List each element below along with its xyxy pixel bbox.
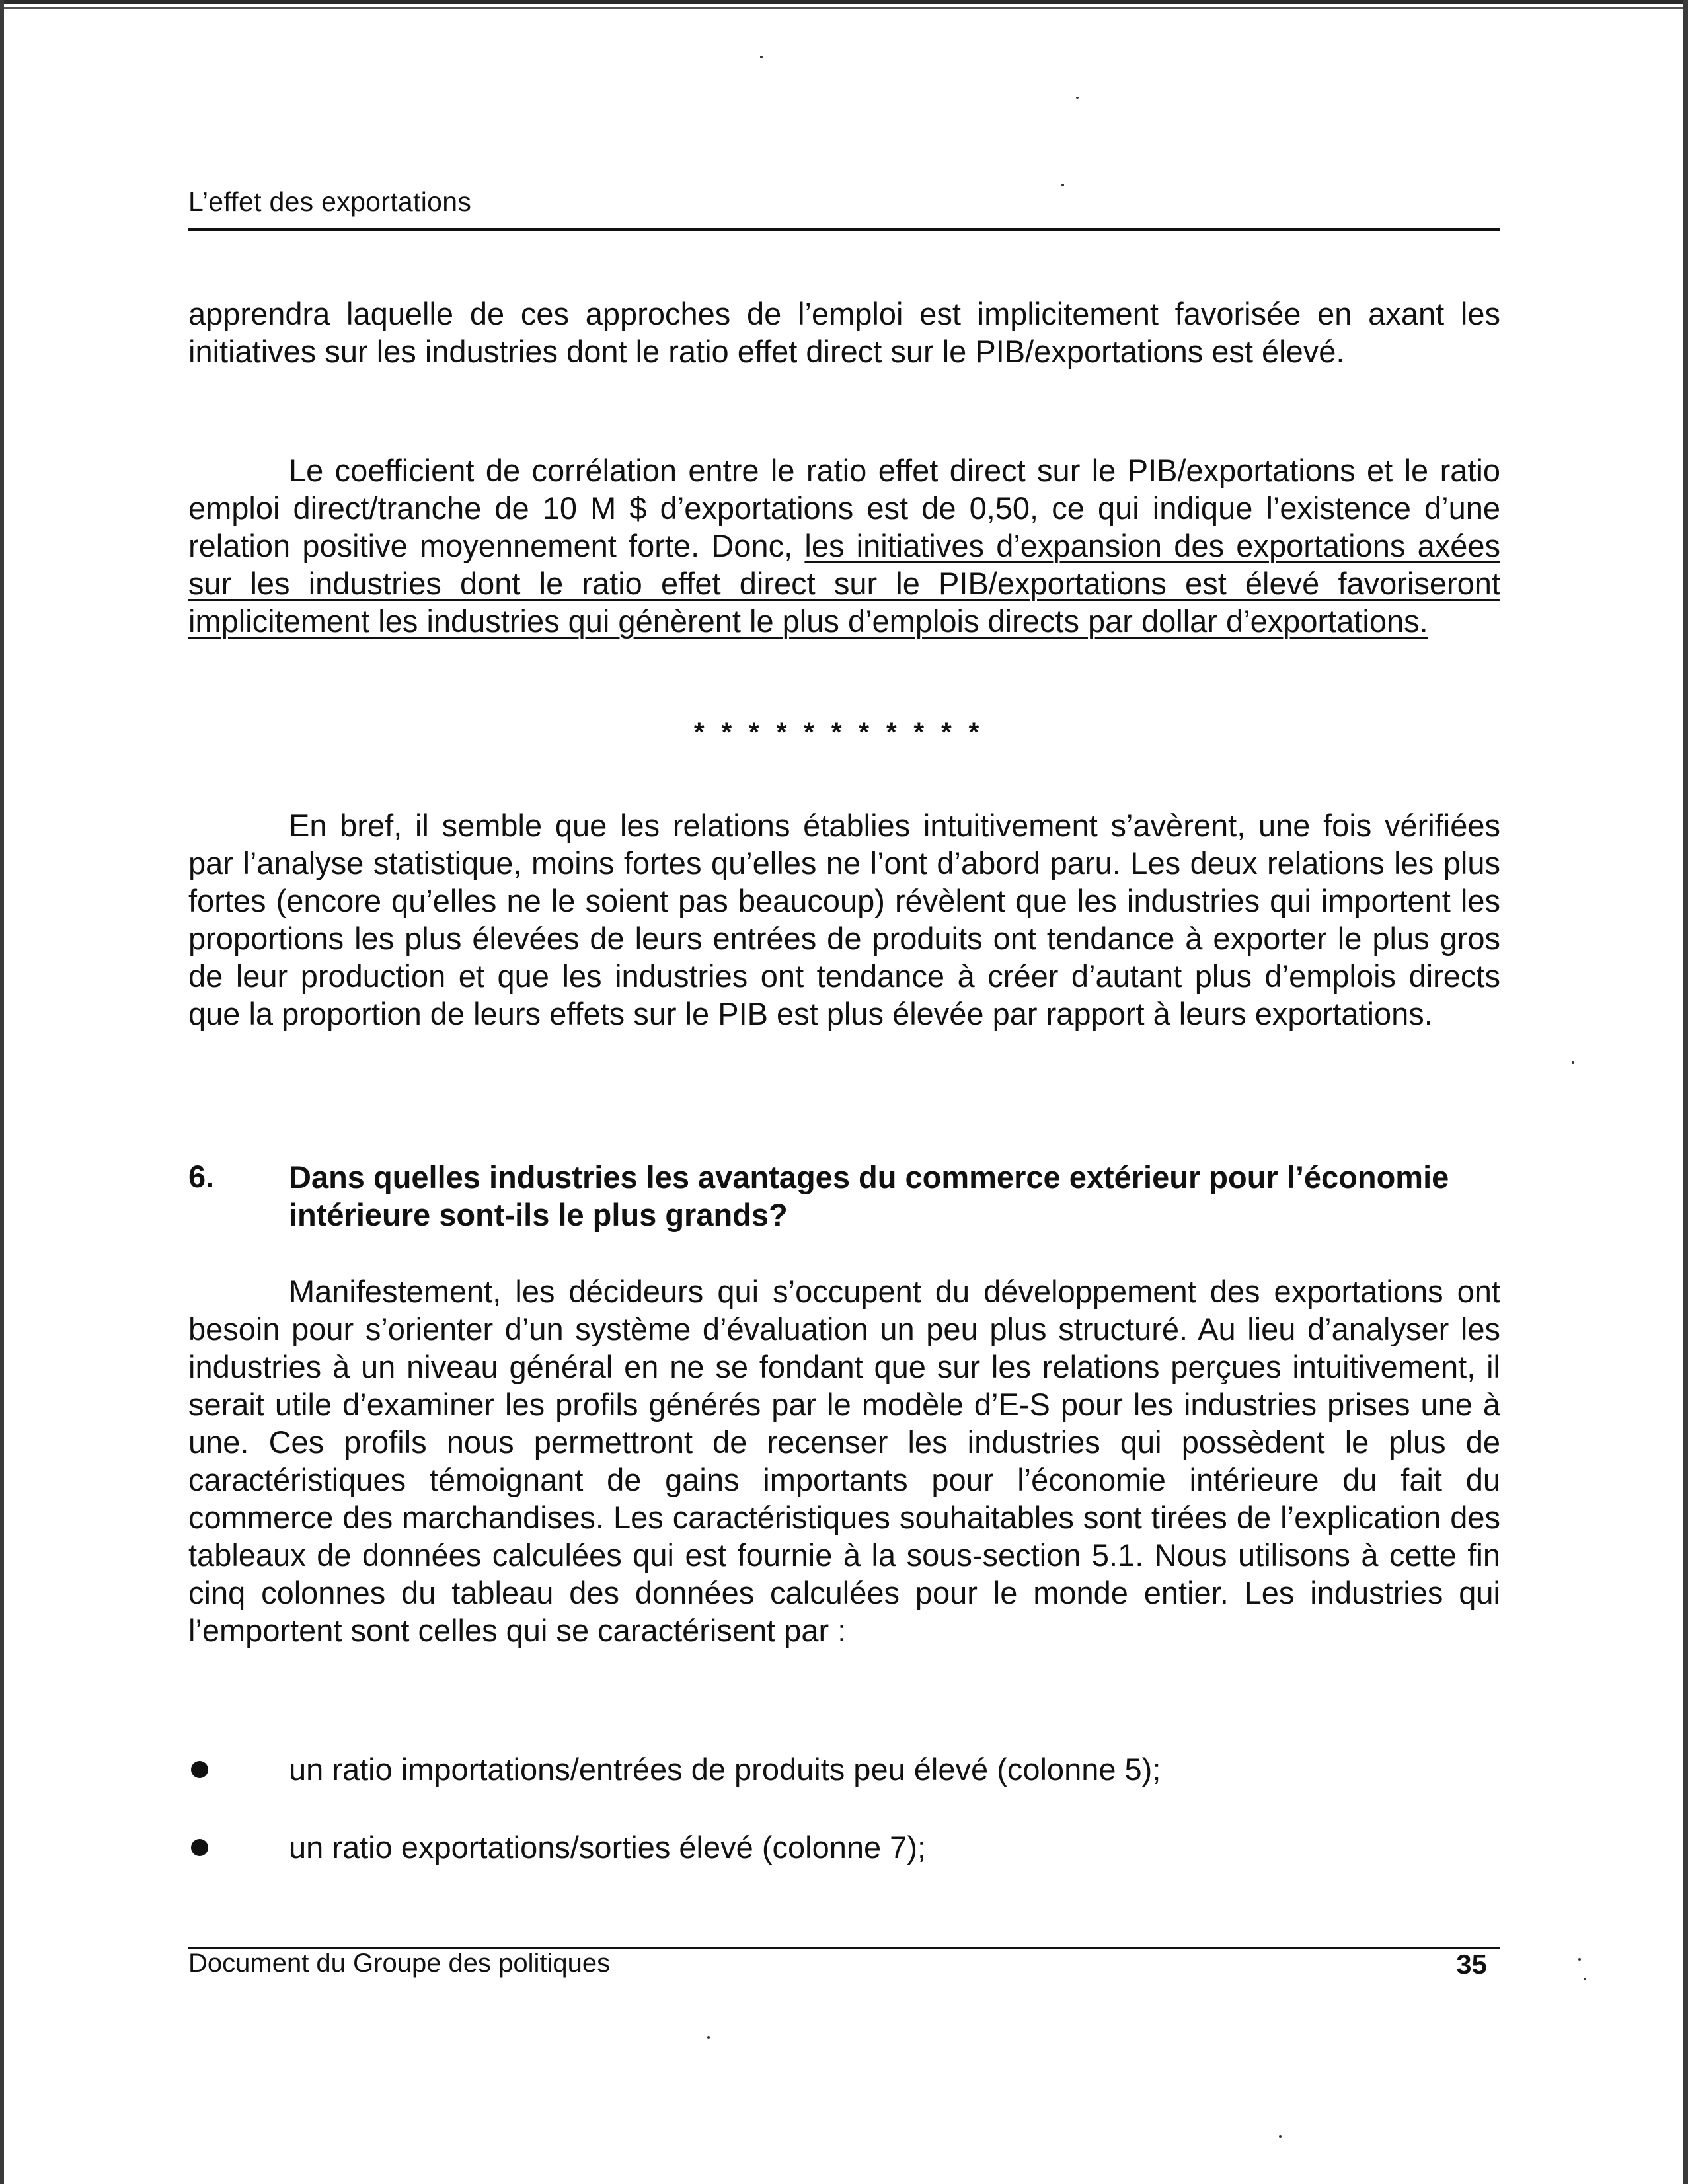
scan-edge-left — [0, 0, 4, 2184]
scan-speck — [1578, 1958, 1581, 1961]
scan-edge-top — [0, 0, 1688, 11]
underlined-conclusion: les initiatives d’expansion des exportations axées sur les industries dont le ratio effet direct sur le PIB/exportations est élevé favoriseront implicitement les industries qui génèrent le plus d’emplois directs par dollar d’exportations. — [188, 528, 1500, 639]
bullet-text: un ratio exportations/sorties élevé (colonne 7); — [289, 1830, 927, 1865]
paragraph-correlation — [188, 451, 1500, 640]
scan-speck — [1572, 1061, 1574, 1064]
footer-publication: Document du Groupe des politiques — [188, 1949, 611, 1978]
scan-speck — [1279, 2135, 1282, 2138]
running-header: L’effet des exportations — [188, 186, 472, 217]
scan-speck — [1061, 184, 1064, 186]
paragraph-evaluation: Manifestement, les décideurs qui s’occupent du développement des exportations ont besoin pour s’orienter d’un système d’évaluation un peu plus structuré. Au lieu d’analyser les industries à un niveau général en ne se fondant que sur les relations perçues intuitivement, il serait utile d’examiner les profils générés par le modèle d’E-S pour les industries prises une à une. Ces profils nous permettront de recenser les industries qui possèdent le plus de caractéristiques témoignant de gains importants pour l’économie intérieure du fait du commerce des marchandises. Les caractéristiques souhaitables sont tirées de l’explication des tableaux de données calculées qui est fournie à la sous-section 5.1. Nous utilisons à cette fin cinq colonnes du tableau des données calculées pour le monde entier. Les industries qui l’emportent sont celles qui se caractérisent par : — [188, 1274, 1500, 1648]
scan-speck — [707, 2036, 710, 2039]
bullet-text: un ratio importations/entrées de produits peu élevé (colonne 5); — [289, 1752, 1161, 1787]
header-rule — [188, 228, 1500, 231]
bullet-icon — [191, 1839, 208, 1856]
bullet-item — [188, 1750, 1500, 1790]
section-separator: *********** — [694, 718, 997, 747]
bullet-item — [188, 1828, 1500, 1868]
bullet-icon — [191, 1761, 208, 1778]
paragraph-continuation: apprendra laquelle de ces approches de l’emploi est implicitement favorisée en axant les initiatives sur les industries dont le ratio effet direct sur le PIB/exportations est élevé. — [188, 296, 1500, 369]
paragraph-summary: En bref, il semble que les relations établies intuitivement s’avèrent, une fois vérifiées par l’analyse statistique, moins fortes qu’elles ne l’ont d’abord paru. Les deux relations les plus fortes (encore qu’elles ne le soient pas beaucoup) révèlent que les industries qui importent les proportions les plus élevées de leurs entrées de produits ont tendance à exporter le plus gros de leur production et que les industries ont tendance à créer d’autant plus d’emplois directs que la proportion de leurs effets sur le PIB est plus élevée par rapport à leurs exportations. — [188, 808, 1500, 1031]
page-number: 35 — [1456, 1949, 1487, 1980]
scan-speck — [1584, 1978, 1586, 1980]
scan-edge-right — [1683, 0, 1688, 2184]
scan-speck — [1076, 97, 1079, 99]
scan-speck — [760, 56, 763, 58]
paragraph-correlation-text: Le coefficient de corrélation entre le ratio effet direct sur le PIB/exportations et le ratio emploi direct/tranche de 10 M $ d’exportations est de 0,50, ce qui indique l’existence d’une relation positive moyennement forte. Donc, — [188, 453, 1500, 563]
section-number: 6. — [188, 1159, 215, 1194]
section-heading: Dans quelles industries les avantages du commerce extérieur pour l’économie intérieure sont-ils le plus grands? — [289, 1159, 1449, 1232]
